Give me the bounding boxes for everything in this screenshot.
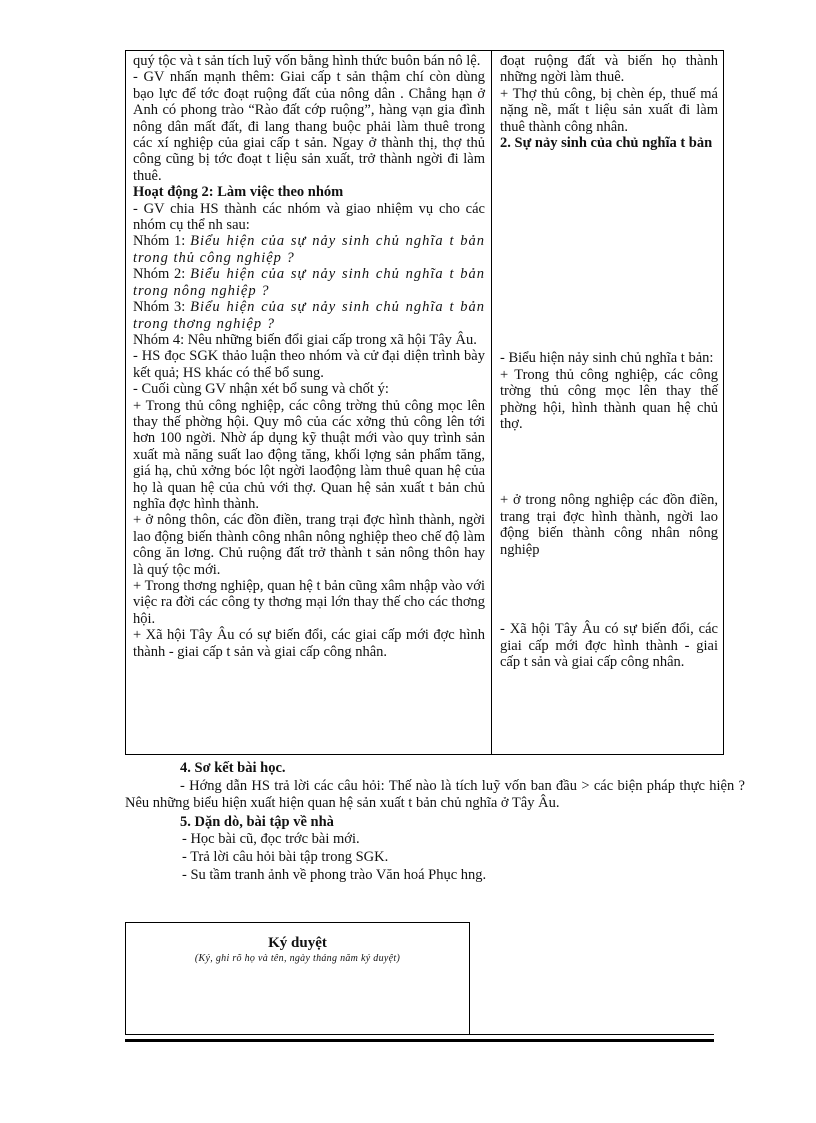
paragraph: quý tộc và t sản tích luỹ vốn bằng hình thức buôn bán nô lệ. <box>133 53 481 69</box>
paragraph: - HS đọc SGK thảo luận theo nhóm và cử đại diện trình bày kết quả; HS khác có thể bổ sung. <box>133 348 485 381</box>
group-question: Biểu hiện của sự nảy sinh chủ nghĩa t bản trong nông nghiệp ? <box>133 266 485 299</box>
teacher-student-activities-column <box>126 51 492 754</box>
lesson-closing <box>125 760 745 884</box>
activity-heading: Hoạt động 2: Làm việc theo nhóm <box>133 184 344 201</box>
paragraph: + Trong thơng nghiệp, quan hệ t bản cũng xâm nhập vào với việc ra đời các công ty thơng mại lớn thay thế cho các thơng hội. <box>133 578 485 627</box>
summary-heading: 4. Sơ kết bài học. <box>180 760 286 776</box>
paragraph: đoạt ruộng đất và biến họ thành những ngời làm thuê. <box>500 53 718 86</box>
paragraph: + Trong thủ công nghiệp, các công trờng thủ công mọc lên thay thế phờng hội, hình thành quan hệ chủ thợ. <box>500 366 718 433</box>
paragraph: - Cuối cùng GV nhận xét bổ sung và chốt ý: <box>133 381 389 398</box>
paragraph: + Trong thủ công nghiệp, các công trờng thủ công mọc lên thay thế phờng hội. Quy mô của các xởng thủ công lên tới hơn 100 ngời. Nhờ áp dụng kỹ thuật mới vào quy trình sản xuất mà năng suất lao động tăng, khối lợng sản phẩm tăng, giá hạ, chủ xởng bóc lột ngời laođộng làm thuê quan hệ của họ là quan hệ của chủ với thợ. Quan hệ sản xuất t bản chủ nghĩa đợc hình thành. <box>133 397 485 512</box>
paragraph: - GV chia HS thành các nhóm và giao nhiệm vụ cho các nhóm cụ thể nh sau: <box>133 200 485 234</box>
key-knowledge-column <box>492 51 723 754</box>
homework-heading: 5. Dặn dò, bài tập về nhà <box>180 813 334 830</box>
group-question: Biểu hiện của sự nảy sinh chủ nghĩa t bản trong thơng nghiệp ? <box>133 299 485 332</box>
paragraph: + ở nông thôn, các đồn điền, trang trại đợc hình thành, ngời lao động biến thành công nhân nông nghiệp theo chế độ làm công ăn lơng. Chủ ruộng đất trở thành t sản nông thôn hay là quý tộc mới. <box>133 512 485 578</box>
divider-line <box>470 1034 714 1035</box>
paragraph: - Biểu hiện nảy sinh chủ nghĩa t bản: <box>500 350 714 367</box>
summary-text: - Hớng dẫn HS trả lời các câu hỏi: Thế nào là tích luỹ vốn ban đầu > các biện pháp thực hiện ? Nêu những biểu hiện xuất hiện quan hệ sản xuất t bản chủ nghĩa ở Tây Âu. <box>125 777 745 812</box>
approval-title: Ký duyệt <box>268 935 327 951</box>
lesson-table <box>125 50 724 755</box>
group-task: Nhóm 3: Biểu hiện của sự nảy sinh chủ nghĩa t bản trong thơng nghiệp ? <box>133 299 485 332</box>
section-heading: 2. Sự nảy sinh của chủ nghĩa t bản <box>500 135 713 152</box>
paragraph: - GV nhấn mạnh thêm: Giai cấp t sản thậm chí còn dùng bạo lực để tớc đoạt ruộng đất của nông dân . Chẳng hạn ở Anh có phong trào “Rào đất cớp ruộng”, hàng vạn gia đình nông dân mất đất, đi lang thang buộc phải làm thuê trong các xí nghiệp của giai cấp t sản. Ngay ở thành thị, thợ thủ công cũng bị tớc đoạt t liệu sản xuất, trở thành ngời đi làm thuê. <box>133 69 485 184</box>
approval-instructions: (Ký, ghi rõ họ và tên, ngày tháng năm ký duyệt) <box>194 953 401 964</box>
divider-line <box>125 1039 714 1042</box>
homework-item: - Học bài cũ, đọc trớc bài mới. <box>182 831 360 848</box>
homework-item: - Su tầm tranh ảnh về phong trào Văn hoá Phục hng. <box>182 866 487 883</box>
group-question: Biểu hiện của sự nảy sinh chủ nghĩa t bản trong thủ công nghiệp ? <box>133 233 485 266</box>
homework-item: - Trả lời câu hỏi bài tập trong SGK. <box>182 848 389 865</box>
paragraph: + ở trong nông nghiệp các đồn điền, trang trại đợc hình thành, ngời lao động biến thành công nhân nông nghiệp <box>500 492 718 558</box>
group-task: Nhóm 1: Biểu hiện của sự nảy sinh chủ nghĩa t bản trong thủ công nghiệp ? <box>133 233 485 266</box>
paragraph: + Xã hội Tây Âu có sự biến đổi, các giai cấp mới đợc hình thành - giai cấp t sản và giai cấp công nhân. <box>133 627 485 660</box>
approval-signature-box <box>125 922 470 1035</box>
group-task: Nhóm 2: Biểu hiện của sự nảy sinh chủ nghĩa t bản trong nông nghiệp ? <box>133 266 485 299</box>
paragraph: + Thợ thủ công, bị chèn ép, thuế má nặng nề, mất t liệu sản xuất đi làm thuê thành công nhân. <box>500 85 718 135</box>
paragraph: - Xã hội Tây Âu có sự biến đổi, các giai cấp mới đợc hình thành - giai cấp t sản và giai cấp công nhân. <box>500 621 718 670</box>
group-task: Nhóm 4: Nêu những biến đổi giai cấp trong xã hội Tây Âu. <box>133 331 477 348</box>
